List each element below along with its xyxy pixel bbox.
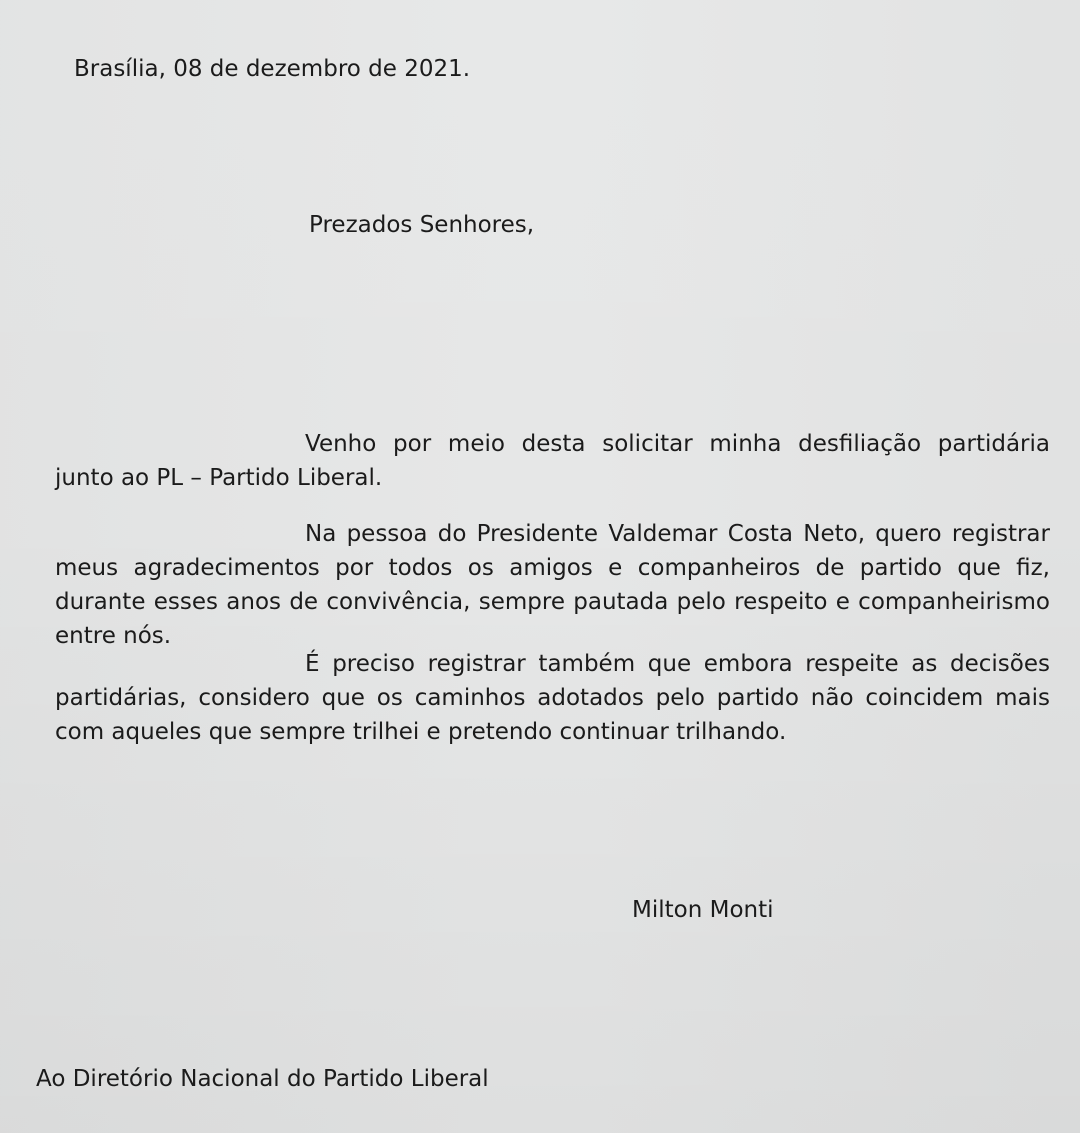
paragraph-2-text: Na pessoa do Presidente Valdemar Costa Neto, quero registrar meus agradecimentos por todos os amigos e companheiros de partido que fiz, durante esses anos de convivência, sempre pautada pelo respeito e companheirismo entre nós. bbox=[55, 521, 1050, 649]
paragraph-1-text: Venho por meio desta solicitar minha desfiliação partidária junto ao PL – Partido Liberal. bbox=[55, 431, 1050, 491]
paragraph-3-text: É preciso registrar também que embora respeite as decisões partidárias, considero que os caminhos adotados pelo partido não coincidem mais com aqueles que sempre trilhei e pretendo continuar trilhando. bbox=[55, 651, 1050, 745]
letter-paragraph-1 bbox=[55, 427, 1050, 495]
letter-recipient: Ao Diretório Nacional do Partido Liberal bbox=[36, 1066, 489, 1092]
letter-signature: Milton Monti bbox=[632, 897, 774, 923]
letter-paragraph-2 bbox=[55, 517, 1050, 653]
letter-salutation: Prezados Senhores, bbox=[309, 212, 535, 238]
letter-paragraph-3 bbox=[55, 647, 1050, 749]
letter-date: Brasília, 08 de dezembro de 2021. bbox=[74, 56, 471, 82]
